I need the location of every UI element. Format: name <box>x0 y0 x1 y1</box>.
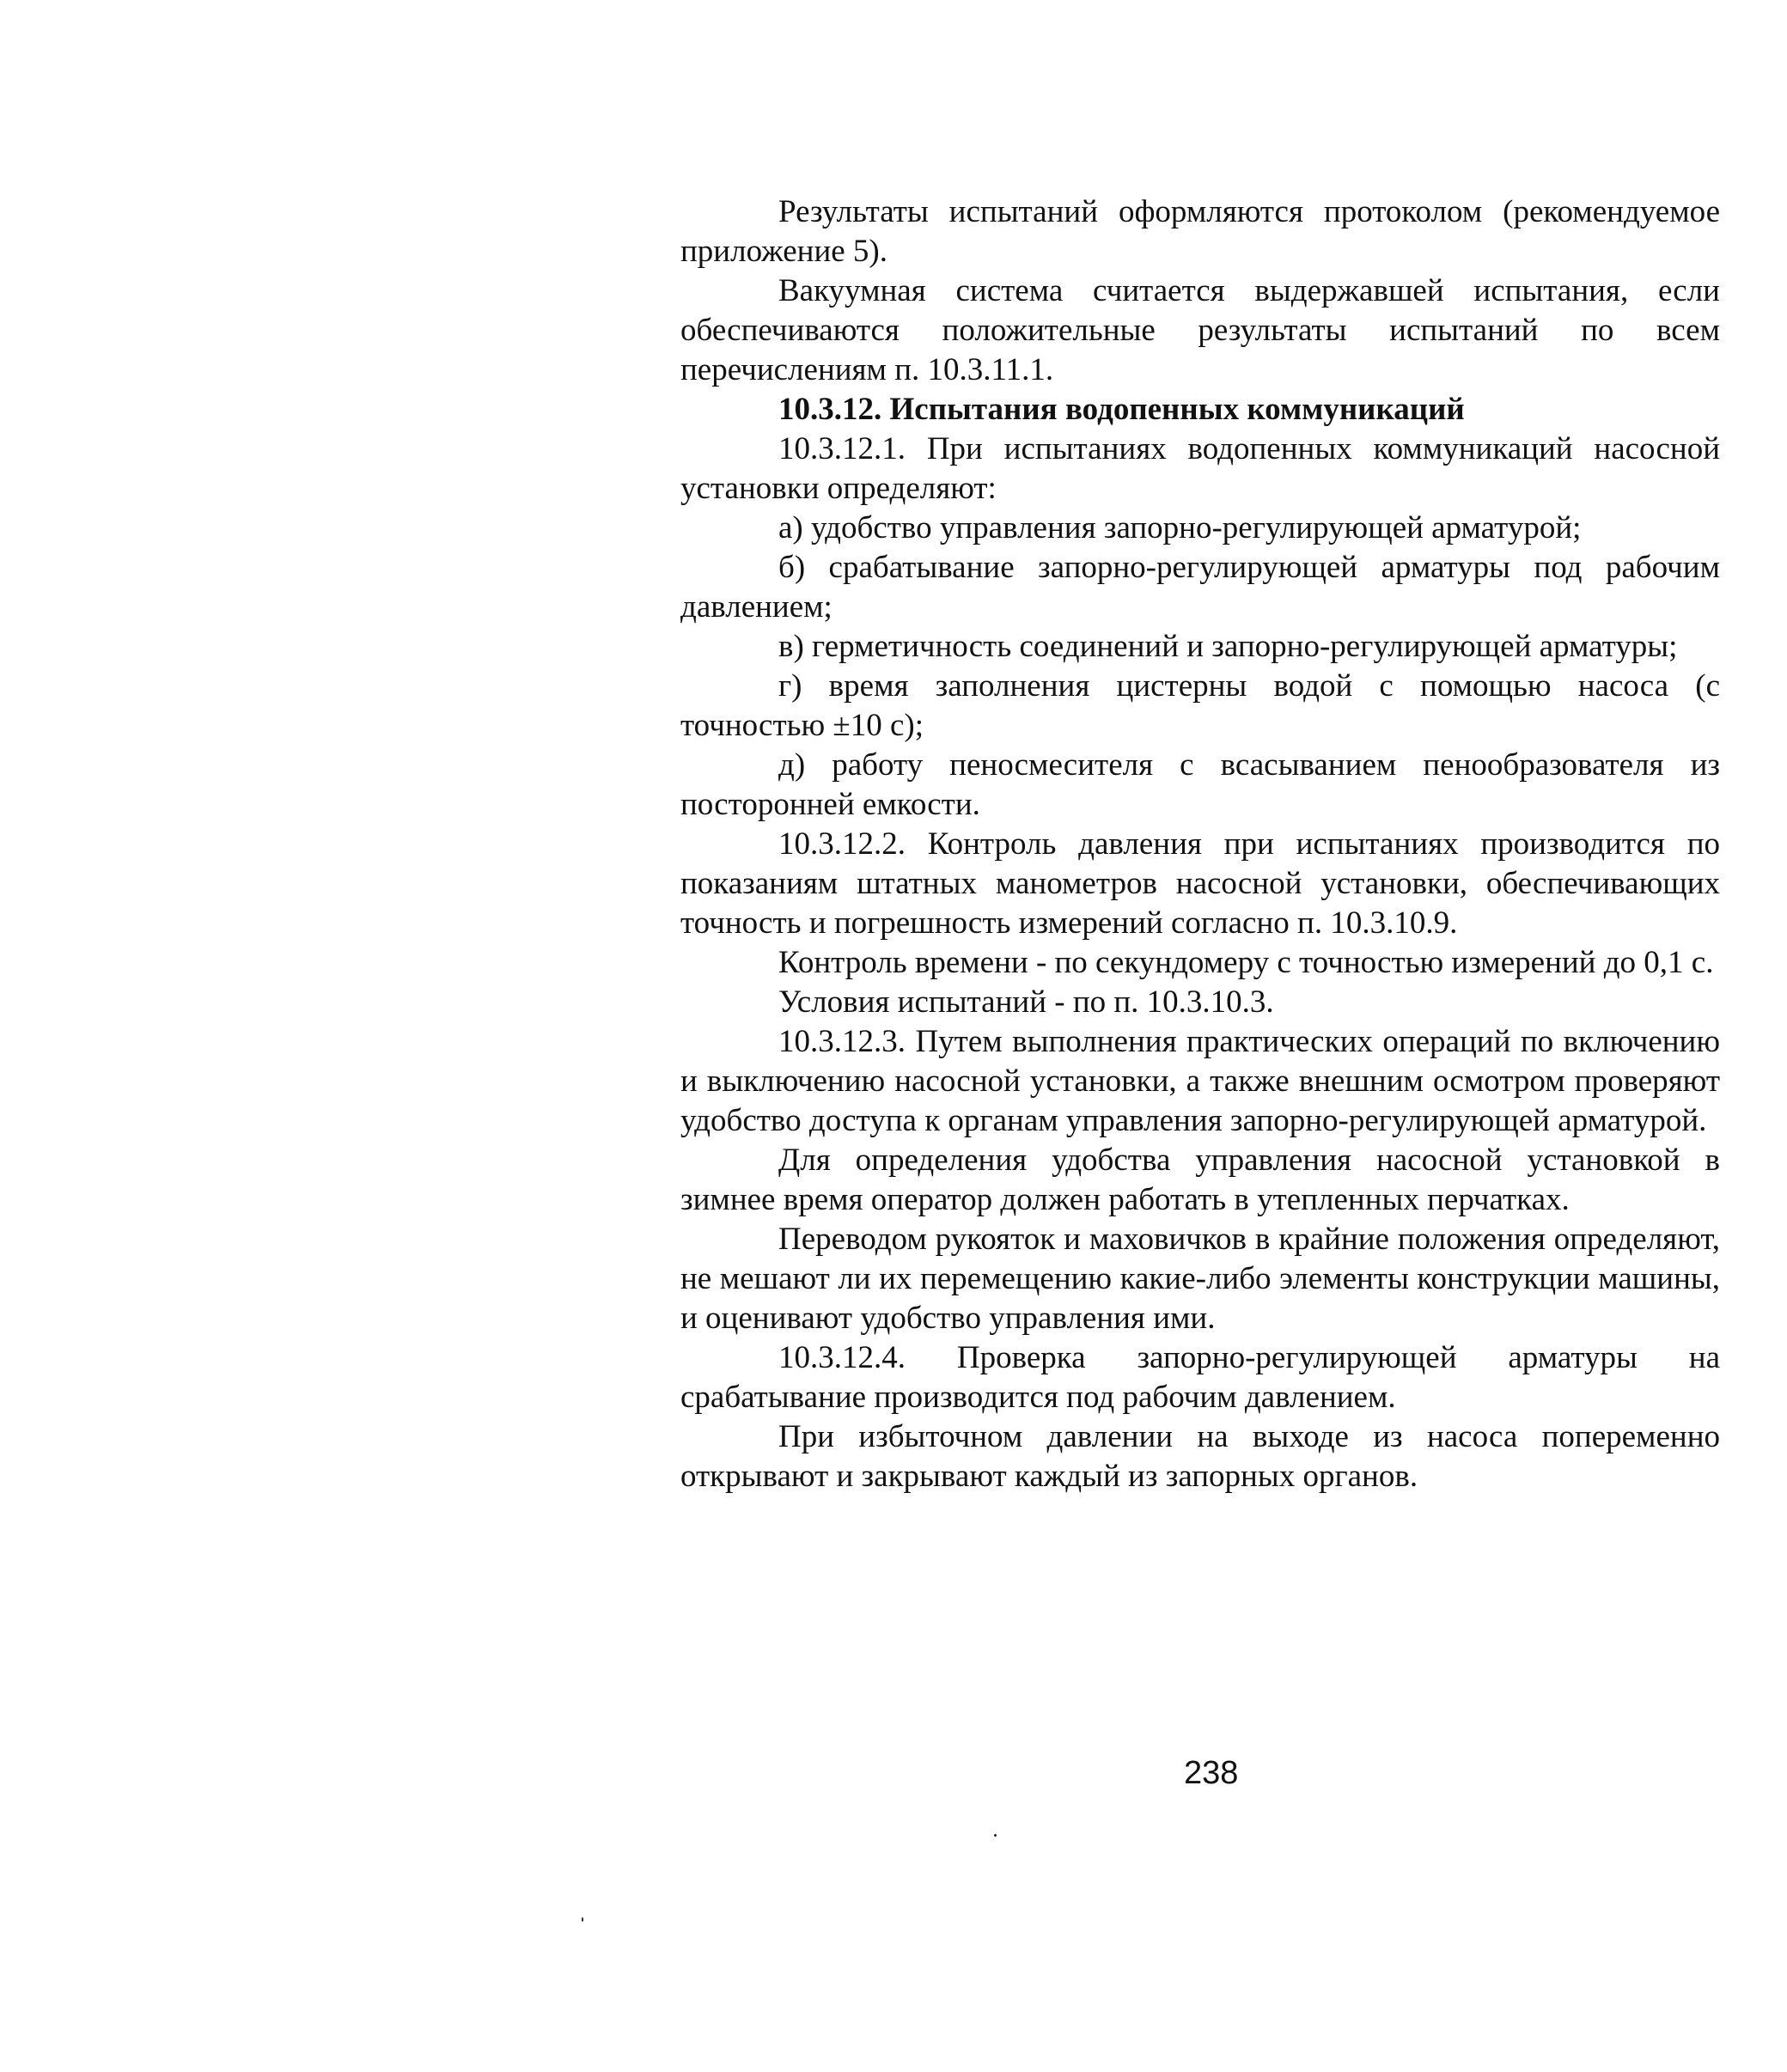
page-text-body <box>680 192 1720 1496</box>
list-item: в) герметичность соединений и запорно-регулирующей арматуры; <box>778 629 1678 664</box>
list-item: а) удобство управления запорно-регулирующей арматурой; <box>778 510 1582 545</box>
page-number: 238 <box>1184 1755 1239 1791</box>
paragraph: При избыточном давлении на выходе из насоса попеременно открывают и закрывают каждый из запорных органов. <box>680 1419 1720 1494</box>
paragraph: 10.3.12.4. Проверка запорно-регулирующей арматуры на срабатывание производится под рабочим давлением. <box>680 1340 1720 1415</box>
section-heading: 10.3.12. Испытания водопенных коммуникаций <box>778 392 1465 427</box>
paragraph: Результаты испытаний оформляются протоколом (рекомендуемое приложение 5). <box>680 194 1720 269</box>
paragraph: Для определения удобства управления насосной установкой в зимнее время оператор должен работать в утепленных перчатках. <box>680 1143 1720 1217</box>
paragraph: Переводом рукояток и маховичков в крайние положения определяют, не мешают ли их перемещению какие-либо элементы конструкции машины, и оценивают удобство управления ими. <box>680 1222 1720 1336</box>
list-item: б) срабатывание запорно-регулирующей арматуры под рабочим давлением; <box>680 550 1720 625</box>
list-item: г) время заполнения цистерны водой с помощью насоса (с точностью ±10 с); <box>680 668 1720 743</box>
list-item: д) работу пеносмесителя с всасыванием пенообразователя из посторонней емкости. <box>680 747 1720 822</box>
paragraph: Вакуумная система считается выдержавшей испытания, если обеспечиваются положительные результаты испытаний по всем перечислениям п. 10.3.11.1. <box>680 273 1720 387</box>
scan-speck <box>994 1834 997 1837</box>
paragraph: Контроль времени - по секундомеру с точностью измерений до 0,1 с. <box>778 945 1714 980</box>
paragraph: Условия испытаний - по п. 10.3.10.3. <box>778 984 1274 1020</box>
paragraph: 10.3.12.2. Контроль давления при испытаниях производится по показаниям штатных манометров насосной установки, обеспечивающих точность и погрешность измерений согласно п. 10.3.10.9. <box>680 826 1720 941</box>
scan-speck <box>582 1917 583 1922</box>
paragraph: 10.3.12.1. При испытаниях водопенных коммуникаций насосной установки определяют: <box>680 431 1720 506</box>
paragraph: 10.3.12.3. Путем выполнения практических операций по включению и выключению насосной установки, а также внешним осмотром проверяют удобство доступа к органам управления запорно-регулирующей арматурой. <box>680 1024 1720 1138</box>
